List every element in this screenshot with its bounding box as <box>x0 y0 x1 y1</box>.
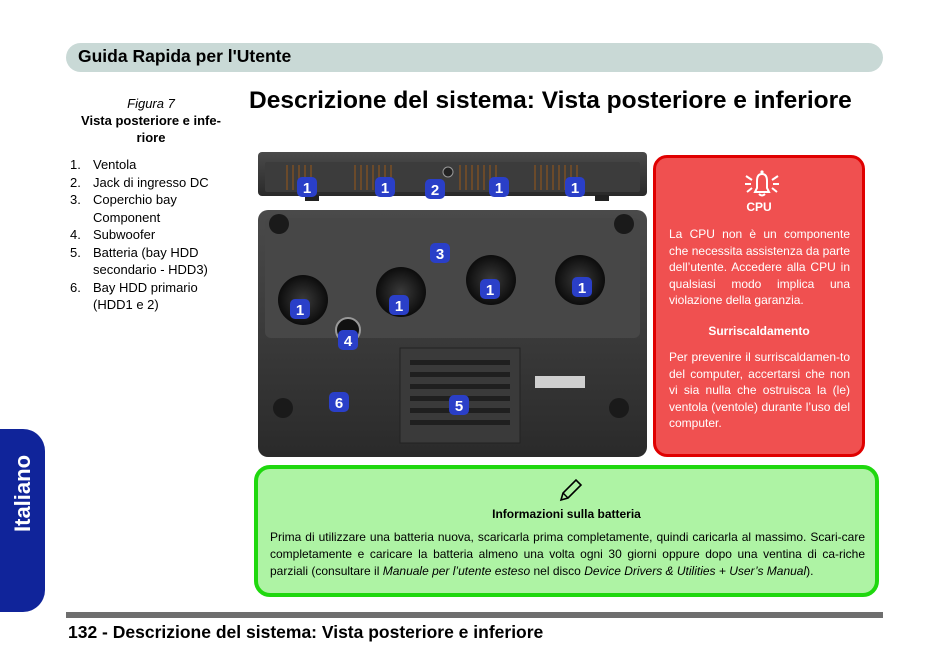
svg-text:4: 4 <box>343 333 353 350</box>
battery-text-part1: Prima di utilizzare una batteria nuova, scaricarla prima completamente, quindi caricarla al massimo. Scari-care completamente e caricare la batteria almeno una volta ogni 30 giorni oppure dopo una ventina di ca-riche parziali (consultare il <box>270 530 865 578</box>
legend-item <box>70 174 240 192</box>
battery-text-part2: nel disco <box>530 564 585 578</box>
legend-text: Jack di ingresso DC <box>93 174 209 190</box>
legend-number: 3. <box>70 192 81 207</box>
legend-item <box>70 279 240 314</box>
svg-text:1: 1 <box>295 302 305 319</box>
pencil-icon <box>558 477 584 503</box>
svg-text:6: 6 <box>334 395 344 412</box>
callout-component-bay <box>430 243 450 263</box>
header-title: Guida Rapida per l'Utente <box>78 46 292 66</box>
callout-primary-hdd-bay <box>329 392 349 412</box>
figure-title: Vista posteriore e infe-riore <box>81 113 221 145</box>
legend-number: 2. <box>70 174 81 190</box>
callout-fan <box>389 295 409 315</box>
footer-rule <box>66 612 883 618</box>
legend-text: Bay HDD primario (HDD1 e 2) <box>93 279 198 312</box>
header-bar <box>66 43 883 72</box>
callout-battery <box>449 395 469 415</box>
legend-text: Subwoofer <box>93 227 156 242</box>
laptop-rear-bottom-photo <box>255 150 650 460</box>
page-title: Descrizione del sistema: Vista posteriore e inferiore <box>249 87 852 114</box>
svg-text:3: 3 <box>435 246 445 263</box>
legend-text: Batteria (bay HDD secondario - HDD3) <box>93 244 208 277</box>
callout-fan <box>290 299 310 319</box>
callout-dc-jack <box>425 179 445 199</box>
legend-item <box>70 191 240 226</box>
callout-fan <box>572 277 592 297</box>
cpu-text: La CPU non è un componente che necessita assistenza da parte dell’utente. Accedere alla CPU in qualsiasi modo implica una violazione della garanzia. <box>669 227 850 307</box>
cpu-warning-box <box>653 155 865 457</box>
svg-text:1: 1 <box>485 282 495 299</box>
battery-info-box <box>254 465 879 597</box>
svg-text:1: 1 <box>394 298 404 315</box>
legend-number: 1. <box>70 157 81 172</box>
legend-number: 4. <box>70 227 81 242</box>
page-footer: 132 - Descrizione del sistema: Vista posteriore e inferiore <box>68 622 544 642</box>
disc-reference: Device Drivers & Utilities + User’s Manual <box>584 564 807 578</box>
svg-text:1: 1 <box>494 180 504 197</box>
bell-alert-icon <box>742 168 782 198</box>
callout-fan <box>489 177 509 197</box>
figure-legend <box>70 156 240 314</box>
battery-text-part3: ). <box>806 564 814 578</box>
svg-text:1: 1 <box>570 180 580 197</box>
legend-number: 5. <box>70 244 81 260</box>
legend-item <box>70 244 240 279</box>
legend-number: 6. <box>70 279 81 295</box>
callout-fan <box>480 279 500 299</box>
svg-text:5: 5 <box>454 398 464 415</box>
manual-reference: Manuale per l’utente esteso <box>382 564 531 578</box>
callout-fan <box>375 177 395 197</box>
legend-item <box>70 156 240 174</box>
callout-fan <box>297 177 317 197</box>
cpu-heading: CPU <box>746 200 772 214</box>
svg-text:2: 2 <box>430 182 440 199</box>
overheating-text: Per prevenire il surriscaldamen-to del computer, accertarsi che non vi sia nulla che ostruisca la (le) ventola (ventole) durante l’uso del computer. <box>669 350 850 430</box>
battery-text <box>270 529 865 580</box>
bottom-view <box>258 210 647 457</box>
figure-label: Figura 7 <box>127 96 175 111</box>
figure-caption <box>70 95 232 146</box>
overheating-heading: Surriscaldamento <box>708 324 810 338</box>
language-tab <box>0 429 45 612</box>
battery-heading: Informazioni sulla batteria <box>492 507 641 521</box>
legend-text: Coperchio bay Component <box>93 192 177 225</box>
callout-subwoofer <box>338 330 358 350</box>
svg-text:1: 1 <box>577 280 587 297</box>
legend-text: Ventola <box>93 157 137 172</box>
svg-text:1: 1 <box>380 180 390 197</box>
language-tab-label: Italiano <box>10 454 35 532</box>
callout-fan <box>565 177 585 197</box>
legend-item <box>70 226 240 244</box>
svg-text:1: 1 <box>302 180 312 197</box>
